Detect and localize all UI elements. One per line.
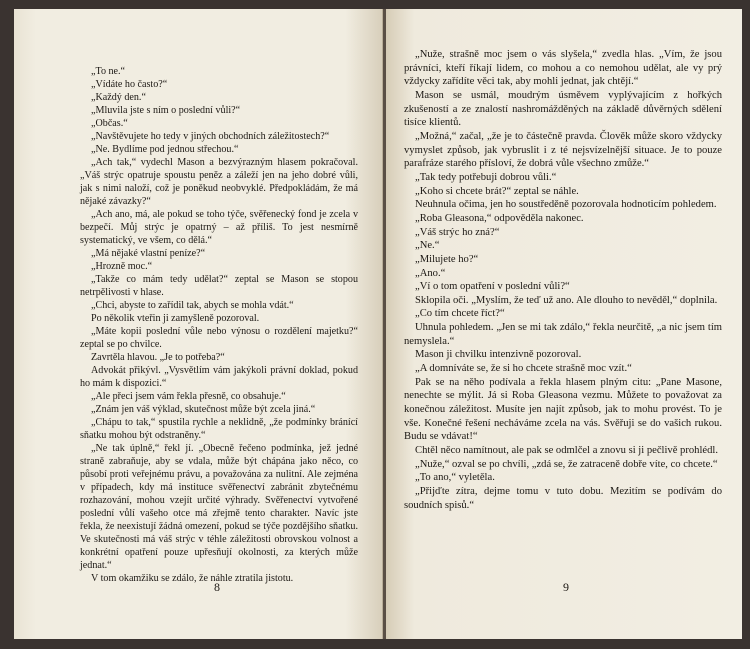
paragraph: „Co tím chcete říct?“ bbox=[415, 308, 505, 320]
paragraph: „Ale přeci jsem vám řekla přesně, co obsahuje.“ bbox=[91, 391, 286, 402]
paragraph: „To ano,“ vyletěla. bbox=[415, 472, 495, 484]
paragraph: Mason se usmál, moudrým úsměvem vyplývajícím z hořkých zkušeností a ze znalostí nashromážděných na základě důvěrných sdělení tisíce klientů. bbox=[404, 89, 722, 129]
paragraph: Neuhnula očima, jen ho soustředěně pozorovala hodnoticím pohledem. bbox=[415, 199, 717, 211]
paragraph: Advokát přikývl. „Vysvětlím vám jakýkoli právní doklad, pokud ho mám k dispozici.“ bbox=[80, 365, 358, 389]
paragraph: „Znám jen váš výklad, skutečnost může být zcela jiná.“ bbox=[91, 404, 316, 415]
paragraph: Uhnula pohledem. „Jen se mi tak zdálo,“ řekla neurčitě, „a nic jsem tím nemyslela.“ bbox=[404, 322, 722, 347]
paragraph: Sklopila oči. „Myslím, že teď už ano. Ale dlouho to nevěděl,“ doplnila. bbox=[415, 294, 718, 306]
paragraph: Pak se na něho podívala a řekla hlasem plným citu: „Pane Masone, nenechte se mýlit. Já si Roba Gleasona vezmu. Můžete to považovat za konečnou záležitost. Musíte jen najít způsob, jak to mohu provést. To je vše. Konečné řešení necháváme zcela na vás. Svěřuji se do vašich rukou. Budu se vdávat!“ bbox=[404, 376, 722, 443]
paragraph: „Chci, abyste to zařídil tak, abych se mohla vdát.“ bbox=[91, 300, 294, 311]
paragraph: „Máte kopii poslední vůle nebo výnosu o rozdělení majetku?“ zeptal se po chvilce. bbox=[80, 326, 358, 350]
paragraph: „A domníváte se, že si ho chcete strašně moc vzít.“ bbox=[415, 363, 632, 375]
paragraph: „Nuže,“ ozval se po chvíli, „zdá se, že zatraceně dobře víte, co chcete.“ bbox=[415, 458, 718, 470]
left-page bbox=[14, 9, 383, 639]
paragraph: „Každý den.“ bbox=[91, 92, 146, 103]
paragraph: „Občas.“ bbox=[91, 118, 128, 129]
paragraph: „Navštěvujete ho tedy v jiných obchodních záležitostech?“ bbox=[91, 131, 330, 142]
paragraph: „Má nějaké vlastní peníze?“ bbox=[91, 248, 206, 259]
paragraph: Chtěl něco namítnout, ale pak se odmlčel a znovu si ji pečlivě prohlédl. bbox=[415, 445, 719, 457]
paragraph: Mason ji chvilku intenzivně pozoroval. bbox=[415, 349, 582, 361]
paragraph: „Ne. Bydlíme pod jednou střechou.“ bbox=[91, 144, 239, 155]
paragraph: V tom okamžiku se zdálo, že náhle ztratila jistotu. bbox=[91, 573, 294, 584]
paragraph: „To ne.“ bbox=[91, 66, 126, 77]
paragraph: „Mluvila jste s ním o poslední vůli?“ bbox=[91, 105, 241, 116]
paragraph: „Hrozně moc.“ bbox=[91, 261, 153, 272]
paragraph: „Koho si chcete brát?“ zeptal se náhle. bbox=[415, 185, 579, 197]
paragraph: Zavrtěla hlavou. „Je to potřeba?“ bbox=[91, 352, 225, 363]
paragraph: „Chápu to tak,“ spustila rychle a neklidně, „že podmínky bránící sňatku mohou být odstraněny.“ bbox=[80, 417, 358, 441]
paragraph: „Ach ano, má, ale pokud se toho týče, svěřenecký fond je zcela v bezpečí. Můj strýc je opatrný – až příliš. To jest nesmírně systematický, ve všem, co dělá.“ bbox=[80, 209, 358, 246]
left-page-number: 8 bbox=[214, 580, 220, 594]
paragraph: „Ano.“ bbox=[415, 267, 446, 279]
left-page-text bbox=[80, 65, 358, 585]
paragraph: „Ne.“ bbox=[415, 240, 440, 252]
paragraph: „Ach tak,“ vydechl Mason a bezvýrazným hlasem pokračoval. „Váš strýc opatruje spoustu peněz a záleží jen na jeho dobré vůli, jak s nimi naloží, což je poněkud neobvyklé. Předpokládám, že má nějaké závazky?“ bbox=[80, 157, 358, 207]
book-spread bbox=[14, 9, 742, 639]
paragraph: „Možná,“ začal, „že je to částečně pravda. Člověk může skoro vždycky vymyslet způsob, jak vybruslit i z té nejsvízelnější situace. Je to pouze parafráze starého přísloví, že dobrá vůle všechno zmůže.“ bbox=[404, 130, 722, 170]
paragraph: „Váš strýc ho zná?“ bbox=[415, 226, 500, 238]
right-page bbox=[386, 9, 742, 639]
paragraph: „Takže co mám tedy udělat?“ zeptal se Mason se stopou netrpělivosti v hlase. bbox=[80, 274, 358, 298]
right-page-text bbox=[404, 48, 722, 512]
paragraph: „Tak tedy potřebuji dobrou vůli.“ bbox=[415, 171, 557, 183]
paragraph: „Vídáte ho často?“ bbox=[91, 79, 168, 90]
paragraph: Po několik vteřin ji zamyšleně pozoroval. bbox=[91, 313, 260, 324]
paragraph: „Milujete ho?“ bbox=[415, 253, 479, 265]
paragraph: „Nuže, strašně moc jsem o vás slyšela,“ zvedla hlas. „Vím, že jsou právníci, kteří říkají lidem, co mohou a co nemohou udělat, ale vy prý vždycky zařídíte věci tak, aby mohli jednat, jak chtějí.“ bbox=[404, 49, 722, 88]
paragraph: „Ne tak úplně,“ řekl jí. „Obecně řečeno podmínka, jež jedné straně zabraňuje, aby se vdala, může být chápána jako něco, co působí proti veřejnému právu, a považována za nulitní. Ale zejména v případech, kdy má instituce svěřenectví zabránit zbytečnému rozhazování, mohou vzejít určité výhrady. Svěřenectví vytvořené poslední vůlí vašeho otce má zřejmě tento charakter. Navíc jste řekla, že neexistují žádná omezení, pokud se týče pozdějšího sňatku. Ve skutečnosti má váš strýc v téhle záležitosti obrovskou volnost a konkrétní opatření pouze upřesňují okolnosti, za kterých může jednat.“ bbox=[80, 443, 358, 571]
paragraph: „Roba Gleasona,“ odpověděla nakonec. bbox=[415, 212, 584, 224]
right-page-number: 9 bbox=[563, 580, 569, 594]
paragraph: „Ví o tom opatření v poslední vůli?“ bbox=[415, 281, 570, 293]
paragraph: „Přijďte zítra, dejme tomu v tuto dobu. Mezitím se podívám do soudních spisů.“ bbox=[404, 486, 722, 511]
